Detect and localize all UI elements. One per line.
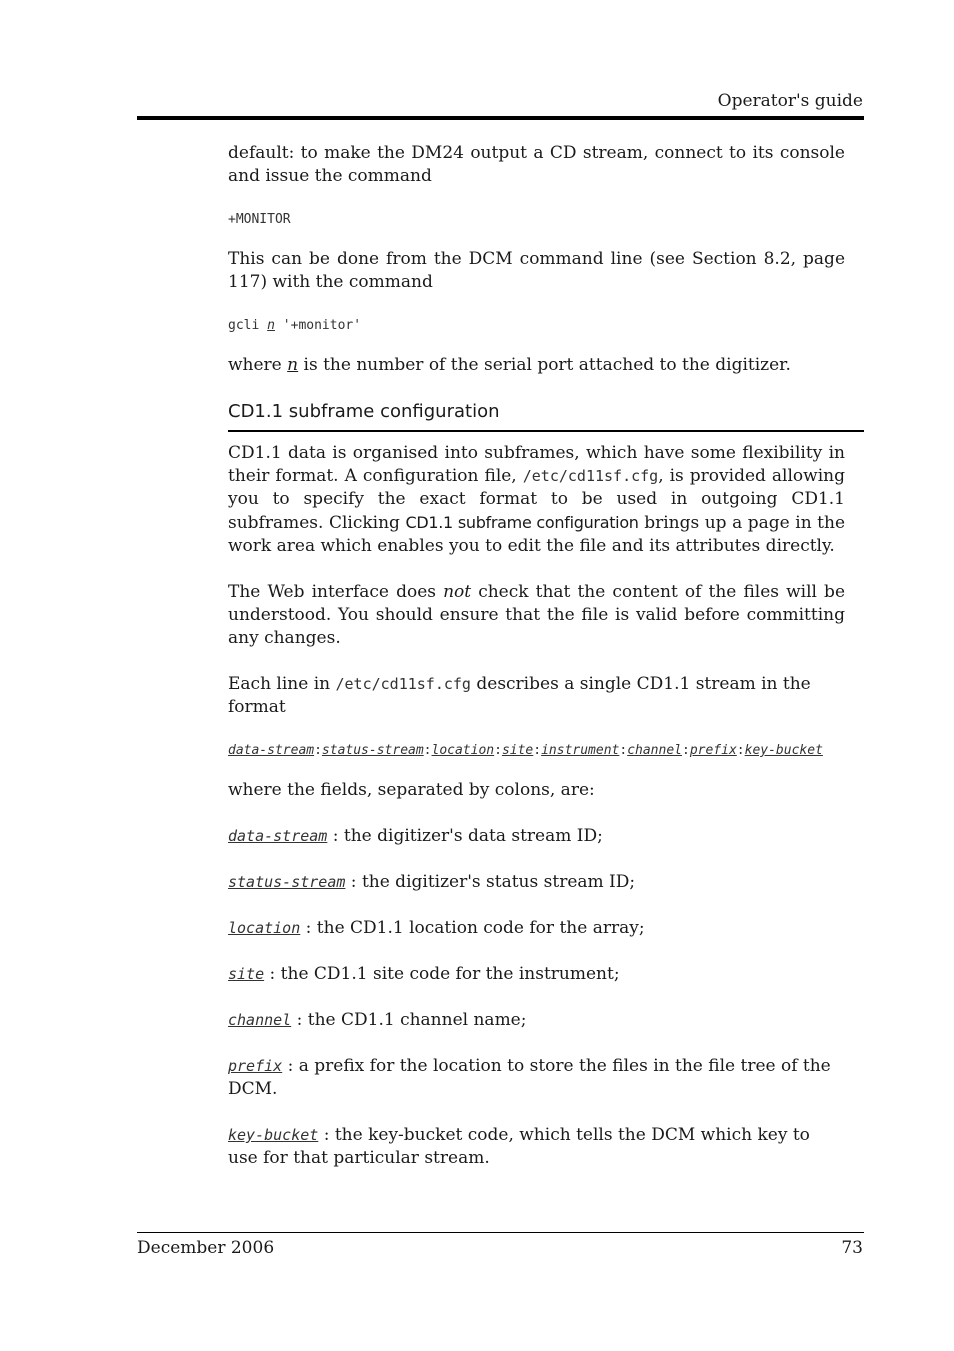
footer-rule bbox=[137, 1232, 864, 1233]
section-heading: CD1.1 subframe configuration bbox=[228, 400, 864, 432]
section-paragraph-3 bbox=[228, 673, 845, 719]
intro-paragraph-1: default: to make the DM24 output a CD stream, connect to its console and issue the command bbox=[228, 143, 845, 186]
format-separator: : bbox=[619, 743, 628, 758]
format-separator: : bbox=[736, 743, 745, 758]
format-field-instrument: instrument bbox=[541, 743, 620, 758]
section-paragraph-1 bbox=[228, 442, 845, 558]
intro-paragraph-3 bbox=[228, 354, 845, 377]
format-field-location: location bbox=[431, 743, 495, 758]
intro-paragraph-2: This can be done from the DCM command line (see Section 8.2, page 117) with the command bbox=[228, 249, 845, 292]
code-gcli-suffix: '+monitor' bbox=[274, 318, 362, 333]
definition-item bbox=[228, 917, 845, 940]
format-separator: : bbox=[314, 743, 322, 758]
definition-item bbox=[228, 825, 845, 848]
ui-reference-subframe-config: CD1.1 subframe configuration bbox=[405, 513, 639, 532]
section-p1-a: CD1.1 data is organised into subframes, which have some flexibility in their format. A configuration file, bbox=[228, 443, 845, 486]
format-field-status-stream: status-stream bbox=[321, 743, 424, 758]
running-header: Operator's guide bbox=[717, 91, 863, 111]
definition-term: prefix bbox=[228, 1057, 283, 1075]
format-field-data-stream: data-stream bbox=[228, 743, 315, 758]
footer-page-number: 73 bbox=[841, 1238, 863, 1258]
section-p3-b: describes a single CD1.1 stream in the format bbox=[228, 674, 811, 717]
definition-description: : the digitizer's status stream ID; bbox=[345, 872, 636, 892]
format-separator: : bbox=[494, 743, 502, 758]
definition-item bbox=[228, 871, 845, 894]
format-field-site: site bbox=[501, 743, 534, 758]
page-content bbox=[228, 142, 845, 1193]
format-field-key-bucket: key-bucket bbox=[744, 743, 823, 758]
definition-description: : the key-bucket code, which tells the DCM which key to use for that particular stream. bbox=[228, 1125, 810, 1168]
emphasis-not: not bbox=[443, 582, 472, 602]
definition-item bbox=[228, 1055, 845, 1101]
definition-description: : a prefix for the location to store the files in the file tree of the DCM. bbox=[228, 1056, 831, 1099]
format-separator: : bbox=[423, 743, 432, 758]
format-line bbox=[228, 742, 845, 759]
definition-term: status-stream bbox=[228, 873, 346, 891]
definition-item bbox=[228, 963, 845, 986]
code-gcli-command bbox=[228, 317, 845, 334]
definition-item bbox=[228, 1124, 845, 1170]
definition-term: key-bucket bbox=[228, 1126, 319, 1144]
definition-item bbox=[228, 1009, 845, 1032]
code-gcli-prefix: gcli bbox=[228, 318, 268, 333]
code-gcli-variable: n bbox=[267, 318, 275, 333]
definition-description: : the digitizer's data stream ID; bbox=[327, 826, 603, 846]
config-file-path: /etc/cd11sf.cfg bbox=[522, 467, 659, 485]
footer-date: December 2006 bbox=[137, 1238, 275, 1258]
intro-p3-post: is the number of the serial port attached to the digitizer. bbox=[298, 355, 791, 375]
section-p1-b: , is provided allowing you to specify the exact format to be used in outgoing CD1.1 subframes. Clicking bbox=[228, 466, 845, 533]
section-p3-a: Each line in bbox=[228, 674, 336, 694]
definition-term: data-stream bbox=[228, 827, 328, 845]
definition-term: channel bbox=[228, 1011, 292, 1029]
definition-term: location bbox=[228, 919, 301, 937]
format-separator: : bbox=[682, 743, 690, 758]
intro-p3-variable: n bbox=[287, 355, 299, 375]
format-separator: : bbox=[533, 743, 542, 758]
definition-description: : the CD1.1 site code for the instrument; bbox=[264, 964, 620, 984]
intro-p3-pre: where bbox=[228, 355, 288, 375]
format-field-prefix: prefix bbox=[689, 743, 737, 758]
section-paragraph-4: where the fields, separated by colons, are: bbox=[228, 780, 595, 800]
definition-term: site bbox=[228, 965, 265, 983]
config-file-path-2: /etc/cd11sf.cfg bbox=[335, 675, 471, 693]
section-p2-a: The Web interface does bbox=[228, 582, 444, 602]
code-monitor-command: +MONITOR bbox=[228, 212, 291, 227]
definition-description: : the CD1.1 location code for the array; bbox=[300, 918, 645, 938]
section-p1-c: brings up a page in the work area which enables you to edit the file and its attributes directly. bbox=[228, 513, 846, 556]
section-paragraph-2 bbox=[228, 581, 845, 650]
header-rule bbox=[137, 116, 864, 120]
definition-description: : the CD1.1 channel name; bbox=[291, 1010, 527, 1030]
definition-list bbox=[228, 825, 845, 1170]
section-p2-b: check that the content of the files will be understood. You should ensure that the file is valid before committing any changes. bbox=[228, 582, 845, 648]
format-field-channel: channel bbox=[627, 743, 682, 758]
